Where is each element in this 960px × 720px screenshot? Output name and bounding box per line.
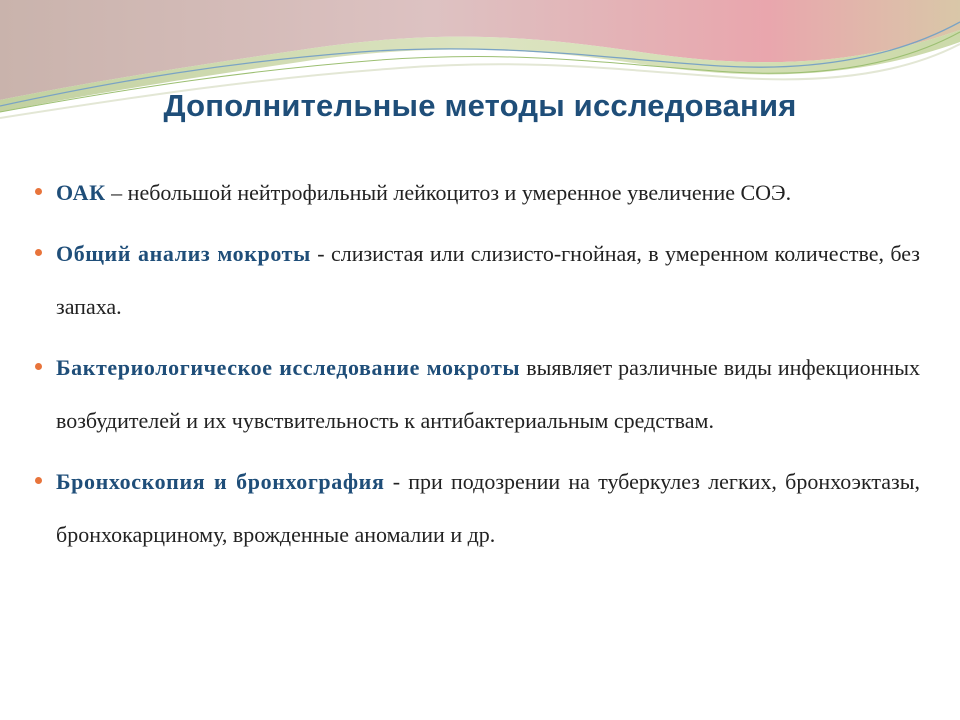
bullet-icon xyxy=(35,188,42,195)
bullet-icon xyxy=(35,363,42,370)
bullet-icon xyxy=(35,249,42,256)
bullet-text: - слизистая или слизисто-гнойная, в умеренном количестве, без запаха. xyxy=(56,241,920,319)
bullet-text: – небольшой нейтрофильный лейкоцитоз и умеренное увеличение СОЭ. xyxy=(105,180,792,205)
list-item xyxy=(34,227,920,333)
list-item xyxy=(34,455,920,561)
bullet-list xyxy=(34,166,920,569)
page-title: Дополнительные методы исследования xyxy=(163,88,797,123)
bullet-text: - при подозрении на туберкулез легких, бронхоэктазы, бронхокарциному, врожденные аномалии и др. xyxy=(56,469,921,547)
bullet-text: выявляет различные виды инфекционных возбудителей и их чувствительность к антибактериальным средствам. xyxy=(56,355,921,433)
bullet-term: Общий анализ мокроты xyxy=(56,241,311,266)
bullet-term: Бактериологическое исследование мокроты xyxy=(56,355,521,380)
bullet-icon xyxy=(35,477,42,484)
bullet-term: ОАК xyxy=(56,180,106,205)
list-item xyxy=(34,166,920,219)
bullet-term: Бронхоскопия и бронхография xyxy=(56,469,385,494)
list-item xyxy=(34,341,920,447)
